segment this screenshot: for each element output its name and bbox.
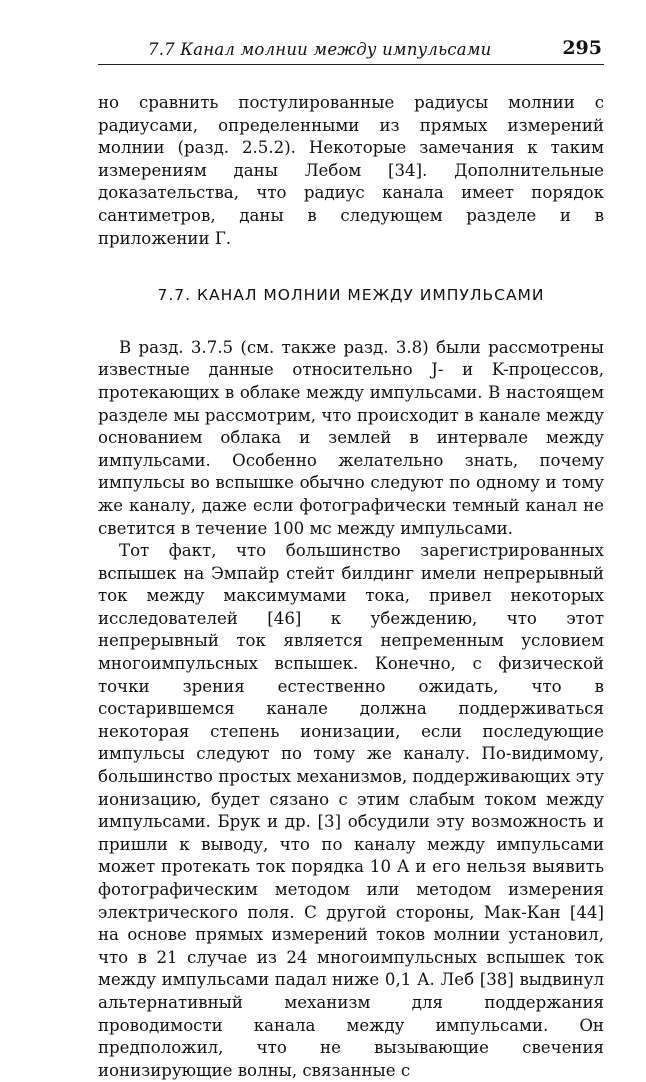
page-body [98,92,604,1082]
paragraph-main: Тот факт, что большинство зарегистрированных вспышек на Эмпайр стейт билдинг имели непрерывный ток между максимумами тока, привел некоторых исследователей [46] к убеждению, что этот непрерывный ток является непременным условием многоимпульсных вспышек. Конечно, с физической точки зрения естественно ожидать, что в состарившемся канале должна поддерживаться некоторая степень ионизации, если последующие импульсы следуют по тому же каналу. По-видимому, большинство простых механизмов, поддерживающих эту ионизацию, будет сязано с этим слабым током между импульсами. Брук и др. [3] обсудили эту возможность и пришли к выводу, что по каналу между импульсами может протекать ток порядка 10 А и его нельзя выявить фотографическим методом или методом измерения электрического поля. С другой стороны, Мак-Кан [44] на основе прямых измерений токов молнии установил, что в 21 случае из 24 многоимпульсных вспышек ток между импульсами падал ниже 0,1 А. Леб [38] выдвинул альтернативный механизм для поддержания проводимости канала между импульсами. Он предположил, что не вызывающие свечения ионизирующие волны, связанные с [98,541,604,1080]
running-title: 7.7 Канал молнии между импульсами [148,40,492,59]
section-heading: 7.7. КАНАЛ МОЛНИИ МЕЖДУ ИМПУЛЬСАМИ [157,286,545,305]
running-header [98,34,604,65]
paragraph-continued: но сравнить постулированные радиусы молнии с радиусами, определенными из прямых измерений молнии (разд. 2.5.2). Некоторые замечания к таким измерениям даны Лебом [34]. Дополнительные доказательства, что радиус канала имеет порядок сантиметров, даны в следующем разделе и в приложении Г. [98,93,604,248]
paragraph-intro: В разд. 3.7.5 (см. также разд. 3.8) были рассмотрены известные данные относительно J- и K-процессов, протекающих в облаке между импульсами. В настоящем разделе мы рассмотрим, что происходит в канале между основанием облака и землей в интервале между импульсами. Особенно желательно знать, почему импульсы во вспышке обычно следуют по одному и тому же каналу, даже если фотографически темный канал не светится в течение 100 мс между импульсами. [98,337,604,538]
page-number: 295 [562,37,602,59]
